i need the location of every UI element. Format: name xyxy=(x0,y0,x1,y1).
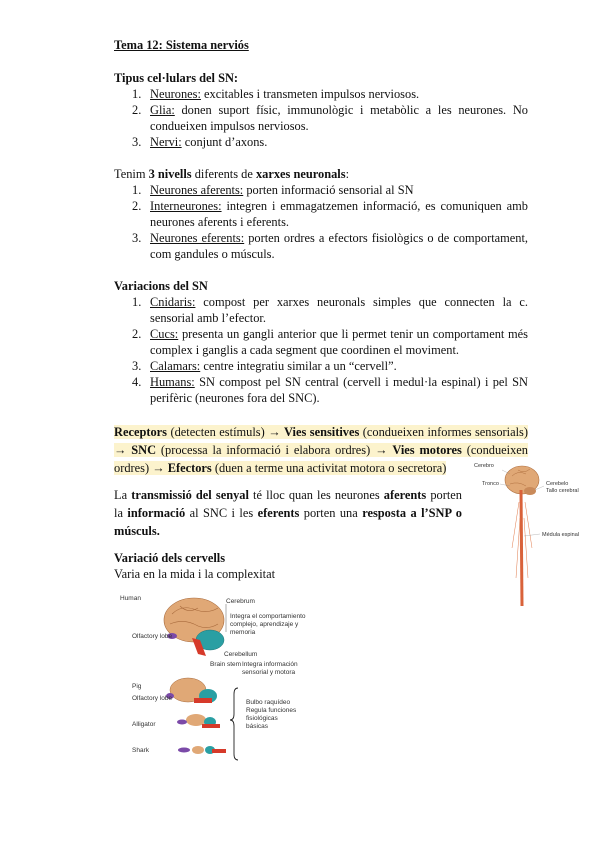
label-tallo: Tallo cerebral xyxy=(546,488,579,494)
section-variacions xyxy=(114,278,528,406)
label-bulbo-desc-1: Bulbo raquídeo xyxy=(246,699,291,706)
list-item: 2. Cucs: presenta un gangli anterior que li permet tenir un comportament més complex i ganglis a cada segment que coordinen el moviment. xyxy=(132,327,528,357)
variacions-list xyxy=(114,294,528,406)
tipus-list xyxy=(114,86,528,150)
label-cerebrum-desc-3: memoria xyxy=(230,629,256,636)
page-title: Tema 12: Sistema nerviós xyxy=(114,38,249,52)
bracket xyxy=(230,688,238,760)
list-item: 3. Nervi: conjunt d’axons. xyxy=(132,135,268,149)
section-cervells xyxy=(114,550,528,582)
label-pig: Pig xyxy=(132,683,142,690)
shark-brainstem xyxy=(212,749,226,753)
label-human: Human xyxy=(120,595,141,602)
label-olfactory: Olfactory lobe xyxy=(132,633,173,640)
transmissio-paragraph: La transmissió del senyal té lloc quan les neurones aferents porten la informació al SNC i les eferents porten una resposta a l’SNP o músculs. xyxy=(114,488,462,538)
section-nivells xyxy=(114,166,528,262)
label-bulbo-desc-2: Regula funciones xyxy=(246,707,297,714)
label-tronco: Tronco xyxy=(482,481,499,487)
label-alligator: Alligator xyxy=(132,721,156,728)
list-item: 1. Cnidaris: compost per xarxes neuronals simples que connecten la c. sensorial amb l’efector. xyxy=(132,295,528,325)
list-item: 1. Neurones: excitables i transmeten impulsos nerviosos. xyxy=(132,87,420,101)
label-olfactory2: Olfactory lobe xyxy=(132,695,173,702)
shark-olfactory xyxy=(178,748,190,753)
signal-flow-paragraph: Receptors (detecten estímuls) → Vies sensitives (condueixen informes sensorials) → SNC (processa la informació i elabora ordres) → Vies motores (condueixen ordres) → Efectors (duen a terme una activitat motora o secretora) xyxy=(114,425,528,475)
section-subtitle: Varia en la mida i la complexitat xyxy=(114,567,276,581)
label-cerebellum: Cerebellum xyxy=(224,651,258,658)
nivells-list xyxy=(114,182,528,262)
cerebellum-shape xyxy=(524,487,536,495)
label-brainstem: Brain stem xyxy=(210,661,242,668)
label-cerebro: Cerebro xyxy=(474,463,494,469)
brain-comparison-figure xyxy=(114,592,340,770)
label-bulbo-desc-3: fisiológicas xyxy=(246,715,278,722)
label-cerebellum-desc-2: sensorial y motora xyxy=(242,669,296,676)
label-cerebellum-desc-1: Integra información xyxy=(242,661,298,668)
section-tipus-cellulars xyxy=(114,70,528,150)
label-cerebelo: Cerebelo xyxy=(546,481,569,487)
label-cerebrum-desc-1: Integra el comportamiento xyxy=(230,613,306,620)
pig-brainstem xyxy=(194,698,212,703)
list-item: 4. Humans: SN compost pel SN central (cervell i medul·la espinal) i pel SN perifèric (neurones fora del SNC). xyxy=(132,375,528,405)
label-cerebrum: Cerebrum xyxy=(226,598,255,605)
list-item: 2. Interneurones: integren i emmagatzemen informació, es comuniquen amb neurones aferents i eferents. xyxy=(132,199,528,229)
section-heading: Variacions del SN xyxy=(114,279,208,293)
section-heading: Tipus cel·lulars del SN: xyxy=(114,71,239,85)
spinal-cord xyxy=(521,490,522,606)
label-shark: Shark xyxy=(132,747,149,754)
nivells-intro: Tenim 3 nivells diferents de xarxes neuronals: xyxy=(114,167,350,181)
label-medula: Médula espinal xyxy=(542,532,579,538)
label-bulbo-desc-4: básicas xyxy=(246,723,269,730)
list-item: 1. Neurones aferents: porten informació sensorial al SN xyxy=(132,183,414,197)
shark-cerebrum xyxy=(192,746,204,754)
list-item: 3. Neurones eferents: porten ordres a efectors fisiològics o de comportament, com gandules o músculs. xyxy=(132,231,529,261)
list-item: 3. Calamars: centre integratiu similar a un “cervell”. xyxy=(132,359,397,373)
label-cerebrum-desc-2: complejo, aprendizaje y xyxy=(230,621,299,628)
nervous-system-figure xyxy=(472,458,590,608)
alligator-olfactory xyxy=(177,720,187,725)
list-item: 2. Glia: donen suport físic, immunològic i metabòlic a les neurones. No condueixen impulsos nerviosos. xyxy=(132,103,528,133)
section-heading: Variació dels cervells xyxy=(114,551,226,565)
alligator-brainstem xyxy=(202,724,220,728)
